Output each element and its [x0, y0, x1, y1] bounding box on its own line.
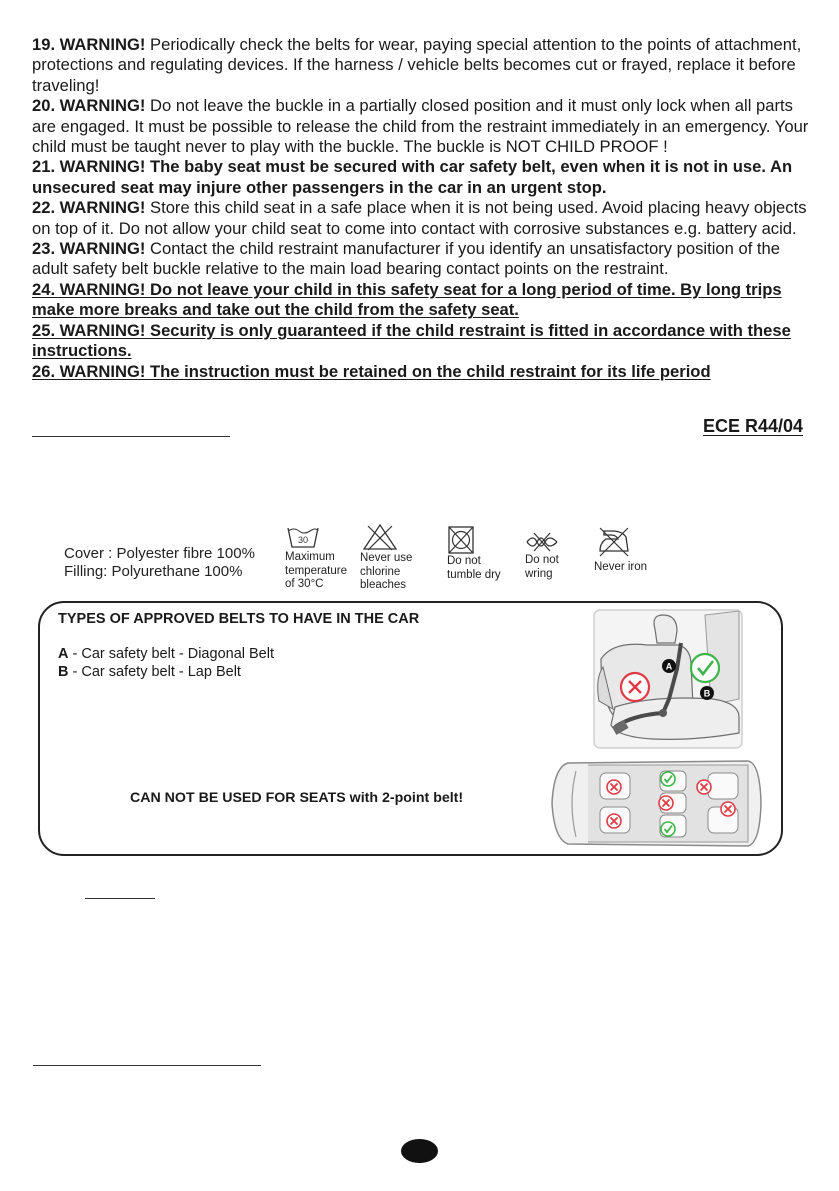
green-check-icon	[691, 654, 719, 682]
no-bleach-icon	[360, 522, 400, 552]
divider-line	[32, 436, 230, 437]
warning-24: 24. WARNING! Do not leave your child in this safety seat for a long period of time. By long trips make more breaks and take out the child from the safety seat.	[32, 279, 782, 320]
care-iron: Never iron	[594, 525, 647, 575]
warning-22: 22. WARNING! Store this child seat in a safe place when it is not being used. Avoid placing heavy objects on top of it. Do not allow your child seat to come into contact with corrosive substances e.g. battery acid.	[32, 198, 807, 238]
warning-21: 21. WARNING! The baby seat must be secured with car safety belt, even when it is not in use. An unsecured seat may injure other passengers in the car in an urgent stop.	[32, 157, 793, 197]
warning-26: 26. WARNING! The instruction must be retained on the child restraint for its life period	[32, 361, 711, 381]
belt-b: B - Car safety belt - Lap Belt	[58, 664, 241, 680]
page-number-badge	[401, 1139, 438, 1163]
short-divider	[85, 898, 155, 899]
bottom-divider	[33, 1065, 261, 1066]
cover-material: Cover : Polyester fibre 100%	[64, 545, 255, 562]
svg-text:30: 30	[297, 535, 309, 545]
no-iron-icon	[594, 525, 634, 559]
care-tumble: Do not tumble dry	[447, 525, 501, 582]
no-wring-icon	[525, 530, 559, 554]
care-bleach: Never use chlorine bleaches	[360, 522, 412, 593]
car-top-view-illustration	[548, 757, 763, 850]
filling-material: Filling: Polyurethane 100%	[64, 563, 243, 580]
warning-19: 19. WARNING! Periodically check the belts for wear, paying special attention to the points of attachment, protections and regulating devices. If the harness / vehicle belts becomes cut or frayed, replace it before traveling!	[32, 35, 802, 95]
belts-title: TYPES OF APPROVED BELTS TO HAVE IN THE CAR	[58, 611, 420, 627]
wash-30-icon	[285, 525, 321, 551]
warning-23: 23. WARNING! Contact the child restraint manufacturer if you identify an unsatisfactory position of the adult safety belt buckle relative to the main load bearing contact points on the restraint.	[32, 239, 780, 279]
care-wring: Do not wring	[525, 530, 559, 581]
warning-20: 20. WARNING! Do not leave the buckle in a partially closed position and it must only lock when all parts are engaged. It must be possible to release the child from the restraint immediately in an emergency. Your child must be taught never to play with the buckle. The buckle is NOT CHILD PROOF !	[32, 96, 809, 157]
care-wash: 30 Maximum temperature of 30°C	[285, 525, 347, 592]
marker-a: A	[665, 661, 673, 672]
warnings-list	[32, 35, 812, 382]
no-tumble-dry-icon	[447, 525, 475, 555]
standard-label: ECE R44/04	[702, 416, 803, 436]
two-point-belt-notice: CAN NOT BE USED FOR SEATS with 2-point belt!	[130, 790, 464, 806]
seat-belt-illustration	[593, 609, 743, 749]
marker-b: B	[703, 688, 711, 699]
belt-a: A - Car safety belt - Diagonal Belt	[58, 646, 274, 662]
materials-info	[64, 545, 255, 581]
warning-25: 25. WARNING! Security is only guaranteed if the child restraint is fitted in accordance with these instructions.	[32, 320, 791, 361]
